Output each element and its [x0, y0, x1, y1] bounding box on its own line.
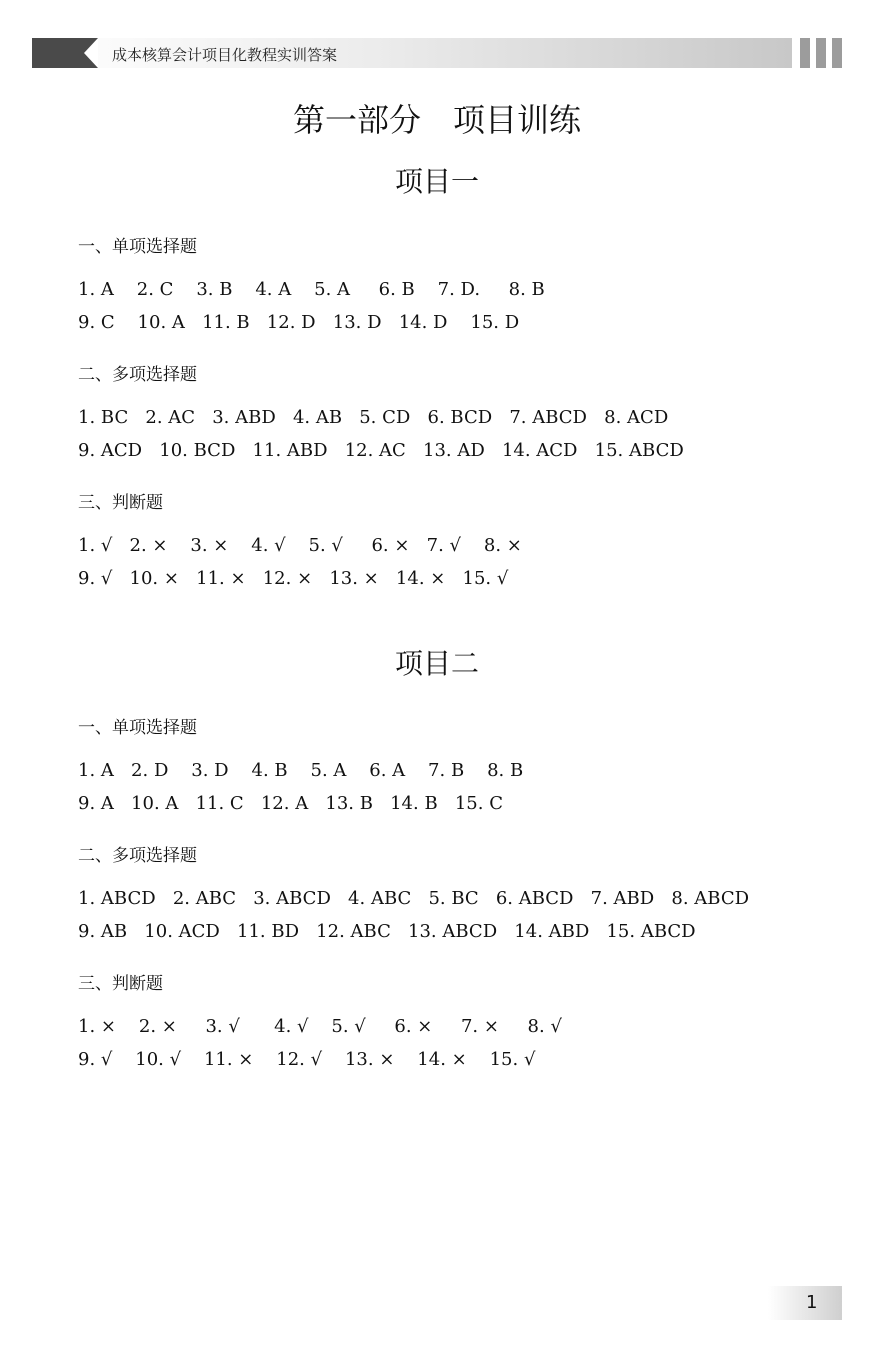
header-deco-block — [816, 38, 826, 68]
page-number-box — [768, 1286, 842, 1320]
answer-line: 9. √ 10. √ 11. × 12. √ 13. × 14. × 15. √ — [78, 1049, 536, 1070]
answer-line: 9. √ 10. × 11. × 12. × 13. × 14. × 15. √ — [78, 568, 509, 589]
section-title: 三、判断题 — [78, 493, 163, 513]
header-deco-block — [800, 38, 810, 68]
project-title: 项目二 — [394, 647, 479, 680]
header-title: 成本核算会计项目化教程实训答案 — [112, 46, 338, 64]
section-title: 二、多项选择题 — [78, 365, 197, 385]
answer-line: 1. √ 2. × 3. × 4. √ 5. √ 6. × 7. √ 8. × — [78, 535, 522, 556]
answer-line: 1. × 2. × 3. √ 4. √ 5. √ 6. × 7. × 8. √ — [78, 1016, 562, 1037]
answer-line: 1. A 2. D 3. D 4. B 5. A 6. A 7. B 8. B — [78, 760, 524, 781]
answer-line: 1. ABCD 2. ABC 3. ABCD 4. ABC 5. BC 6. ABCD 7. ABD 8. ABCD — [78, 888, 750, 909]
header-deco-block — [832, 38, 842, 68]
answer-line: 9. ACD 10. BCD 11. ABD 12. AC 13. AD 14. ACD 15. ABCD — [78, 440, 684, 461]
answer-line: 1. BC 2. AC 3. ABD 4. AB 5. CD 6. BCD 7. ABCD 8. ACD — [78, 407, 669, 428]
answer-line: 1. A 2. C 3. B 4. A 5. A 6. B 7. D. 8. B — [78, 279, 545, 300]
answer-line: 9. AB 10. ACD 11. BD 12. ABC 13. ABCD 14. ABD 15. ABCD — [78, 921, 696, 942]
answer-line: 9. A 10. A 11. C 12. A 13. B 14. B 15. C — [78, 793, 503, 814]
answer-line: 9. C 10. A 11. B 12. D 13. D 14. D 15. D — [78, 312, 520, 333]
section-title: 二、多项选择题 — [78, 846, 197, 866]
page-number: 1 — [806, 1292, 818, 1313]
part-title: 第一部分 项目训练 — [292, 101, 581, 139]
header-chevron-shape — [84, 38, 98, 68]
section-title: 一、单项选择题 — [78, 718, 197, 738]
section-title: 一、单项选择题 — [78, 237, 197, 257]
project-title: 项目一 — [394, 165, 479, 198]
section-title: 三、判断题 — [78, 974, 163, 994]
